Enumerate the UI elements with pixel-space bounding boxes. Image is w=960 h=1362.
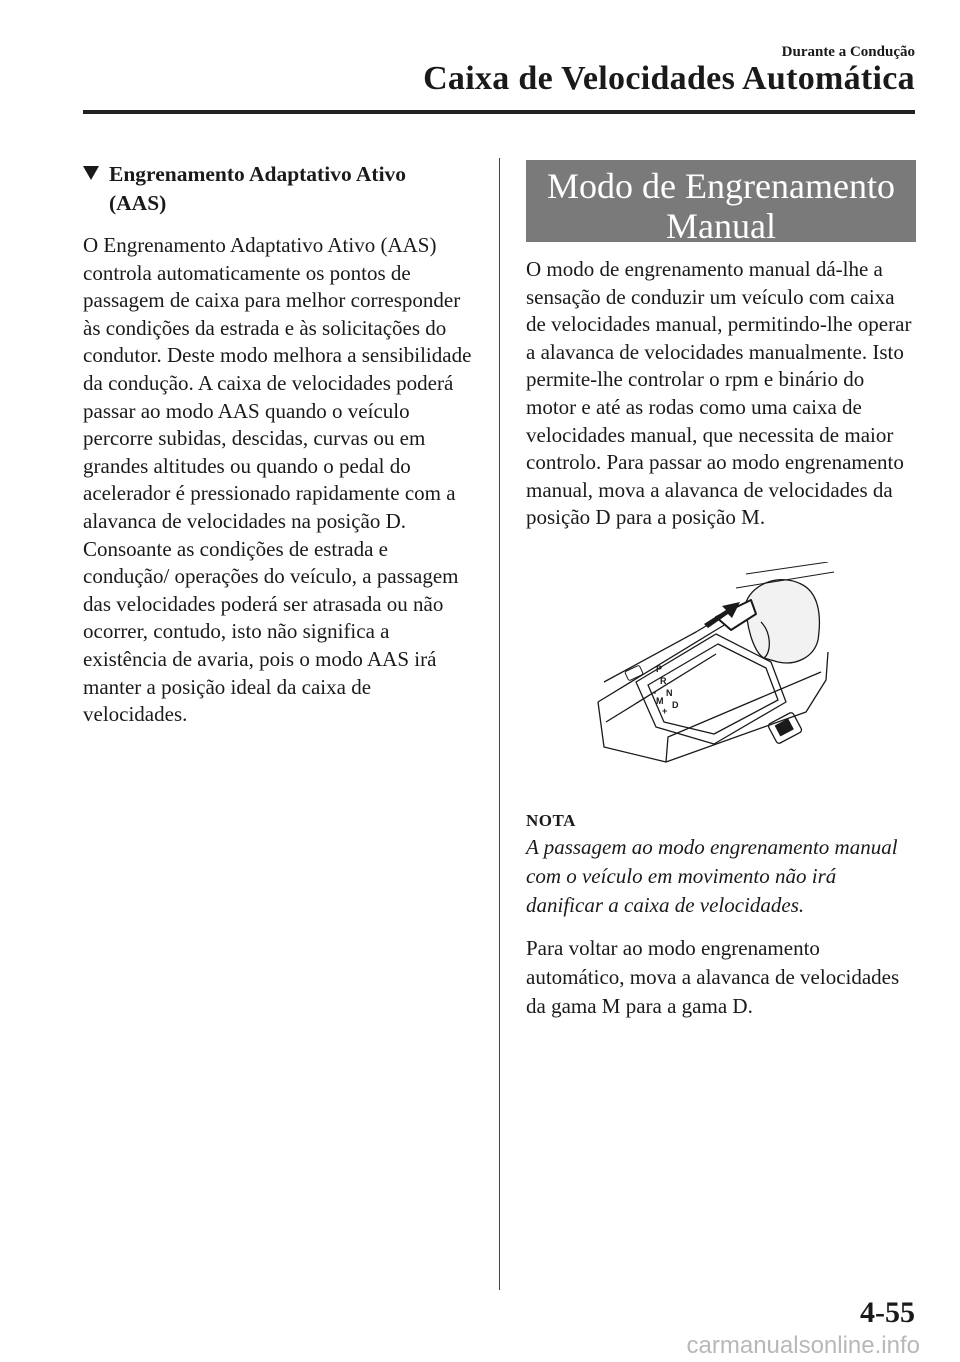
return-paragraph: Para voltar ao modo engrenamento automático, mova a alavanca de velocidades da gama M para a gama D. (526, 935, 900, 1018)
aas-paragraph: O Engrenamento Adaptativo Ativo (AAS) controla automaticamente os pontos de passagem de caixa para melhor corresponder às condições da estrada e às solicitações do condutor. Deste modo melhora a sensibilidade da condução. A caixa de velocidades poderá passar ao modo AAS quando o veículo percorre subidas, descidas, curvas ou em grandes altitudes ou quando o pedal do acelerador é pressionado rapidamente com a alavanca de velocidades na posição D. Consoante as condições de estrada e condução/ operações do veículo, a passagem das velocidades poderá ser atrasada ou não ocorrer, contudo, isto não significa a existência de avaria, pois o modo AAS irá manter a posição ideal da caixa de velocidades. (83, 233, 472, 727)
header-rule (83, 110, 915, 114)
chapter-label: Durante a Condução (781, 44, 915, 60)
gate-n-label: N (666, 687, 673, 698)
banner-line1: Modo de Engrenamento (547, 166, 895, 206)
gate-m-label: M (656, 695, 664, 706)
gate-d-label: D (672, 699, 679, 710)
section-banner (526, 160, 916, 246)
shift-lever-illustration (596, 562, 841, 777)
page-number: 4-55 (860, 1296, 915, 1329)
section-heading-aas (83, 160, 475, 218)
triangle-bullet-icon (83, 166, 99, 180)
column-divider (499, 158, 500, 1290)
gate-r-label: R (660, 675, 667, 686)
watermark: carmanualsonline.info (686, 1332, 920, 1359)
section-heading-line1: Engrenamento Adaptativo Ativo (109, 162, 407, 186)
gate-minus-label: − (651, 687, 657, 698)
left-column (83, 160, 475, 729)
gate-plus-label: + (662, 705, 668, 716)
note-text: A passagem ao modo engrenamento manual com o veículo em movimento não irá danificar a caixa de velocidades. (526, 834, 898, 917)
page-title: Caixa de Velocidades Automática (423, 60, 915, 97)
gate-p-label: P (656, 663, 663, 674)
section-heading-line2: (AAS) (109, 191, 167, 215)
right-column (526, 160, 918, 1021)
note-label: NOTA (526, 810, 576, 830)
manual-mode-paragraph: O modo de engrenamento manual dá-lhe a sensação de conduzir um veículo com caixa de velocidades manual, permitindo-lhe operar a alavanca de velocidades manualmente. Isto permite-lhe controlar o rpm e binário do motor e até as rodas como uma caixa de velocidades manual, que necessita de maior controlo. Para passar ao modo engrenamento manual, mova a alavanca de velocidades da posição D para a posição M. (526, 257, 912, 530)
banner-line2: Manual (666, 206, 776, 246)
